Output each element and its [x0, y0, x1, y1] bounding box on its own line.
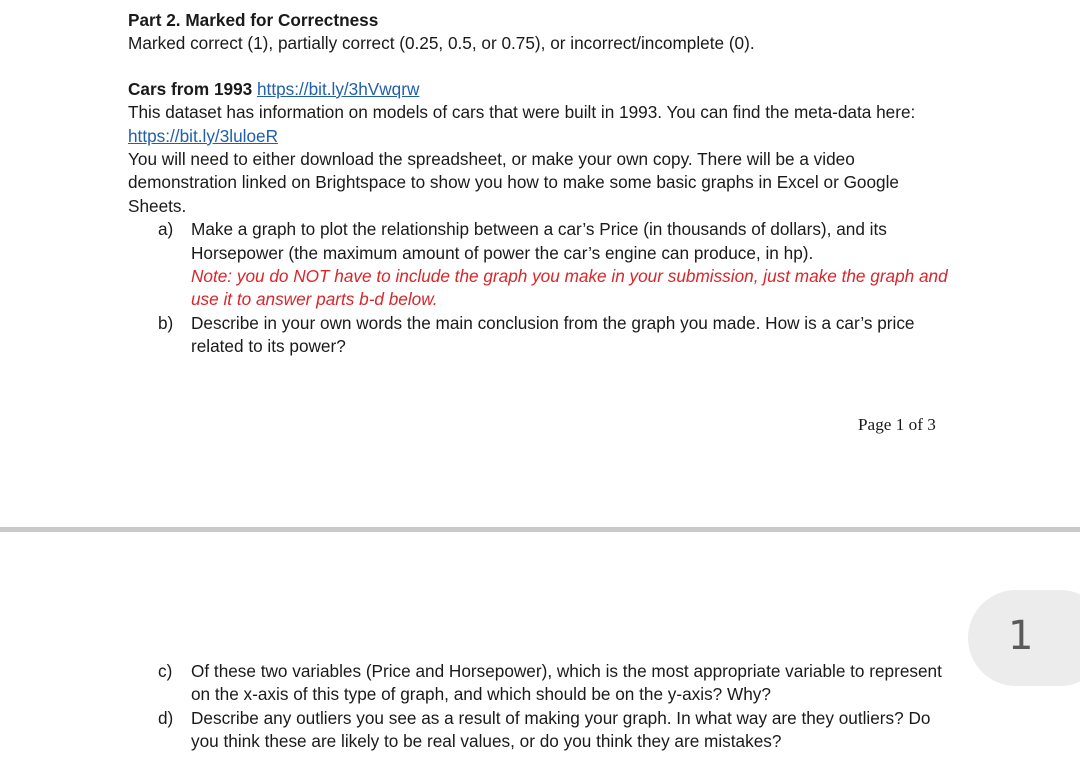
page-indicator-badge[interactable]	[968, 590, 1080, 686]
instructions-text: You will need to either download the spreadsheet, or make your own copy. There will be a video demonstration linked on Brightspace to show you how to make some basic graphs in Excel or Google Sheets.	[128, 149, 899, 216]
part-title: Part 2. Marked for Correctness	[128, 10, 379, 30]
question-text: Of these two variables (Price and Horsepower), which is the most appropriate variable to represent on the x-axis of this type of graph, and which should be on the y-axis? Why?	[191, 661, 942, 705]
question-a	[128, 218, 958, 312]
current-page-number: 1	[1008, 613, 1034, 659]
question-note: Note: you do NOT have to include the graph you make in your submission, just make the graph and use it to answer parts b-d below.	[191, 266, 948, 310]
page-2-content	[128, 660, 958, 754]
question-text: Describe in your own words the main conclusion from the graph you made. How is a car’s price related to its power?	[191, 312, 915, 357]
question-marker: c)	[158, 661, 173, 681]
metadata-link[interactable]: https://bit.ly/3luloeR	[128, 125, 278, 146]
question-b	[128, 312, 958, 359]
question-list-1	[128, 218, 958, 358]
intro-line: This dataset has information on models of cars that were built in 1993. You can find the meta-data	[128, 102, 872, 123]
intro-text	[128, 101, 958, 148]
question-marker: b)	[158, 312, 174, 333]
question-c	[128, 660, 958, 707]
document-page-2	[0, 532, 1080, 768]
question-text: Describe any outliers you see as a result of making your graph. In what way are they outliers? Do you think these are likely to be real values, or do you think they are mistakes?	[191, 707, 931, 752]
dataset-link[interactable]: https://bit.ly/3hVwqrw	[256, 78, 420, 99]
page-number: Page 1 of 3	[858, 415, 936, 434]
cars-heading-line	[128, 78, 958, 101]
paragraph-gap	[128, 56, 958, 78]
page-1-content	[128, 9, 958, 359]
question-marker: d)	[158, 707, 174, 728]
marking-note: Marked correct (1), partially correct (0.25, 0.5, or 0.75), or incorrect/incomplete (0).	[128, 33, 755, 54]
cars-heading: Cars from 1993	[128, 78, 253, 99]
intro-here: here:	[876, 102, 916, 123]
question-marker: a)	[158, 219, 174, 240]
question-list-2	[128, 660, 958, 754]
question-d	[128, 707, 958, 754]
question-text: Make a graph to plot the relationship between a car’s Price (in thousands of dollars), and its Horsepower (the maximum amount of power the car’s engine can produce, in hp).	[191, 219, 887, 263]
